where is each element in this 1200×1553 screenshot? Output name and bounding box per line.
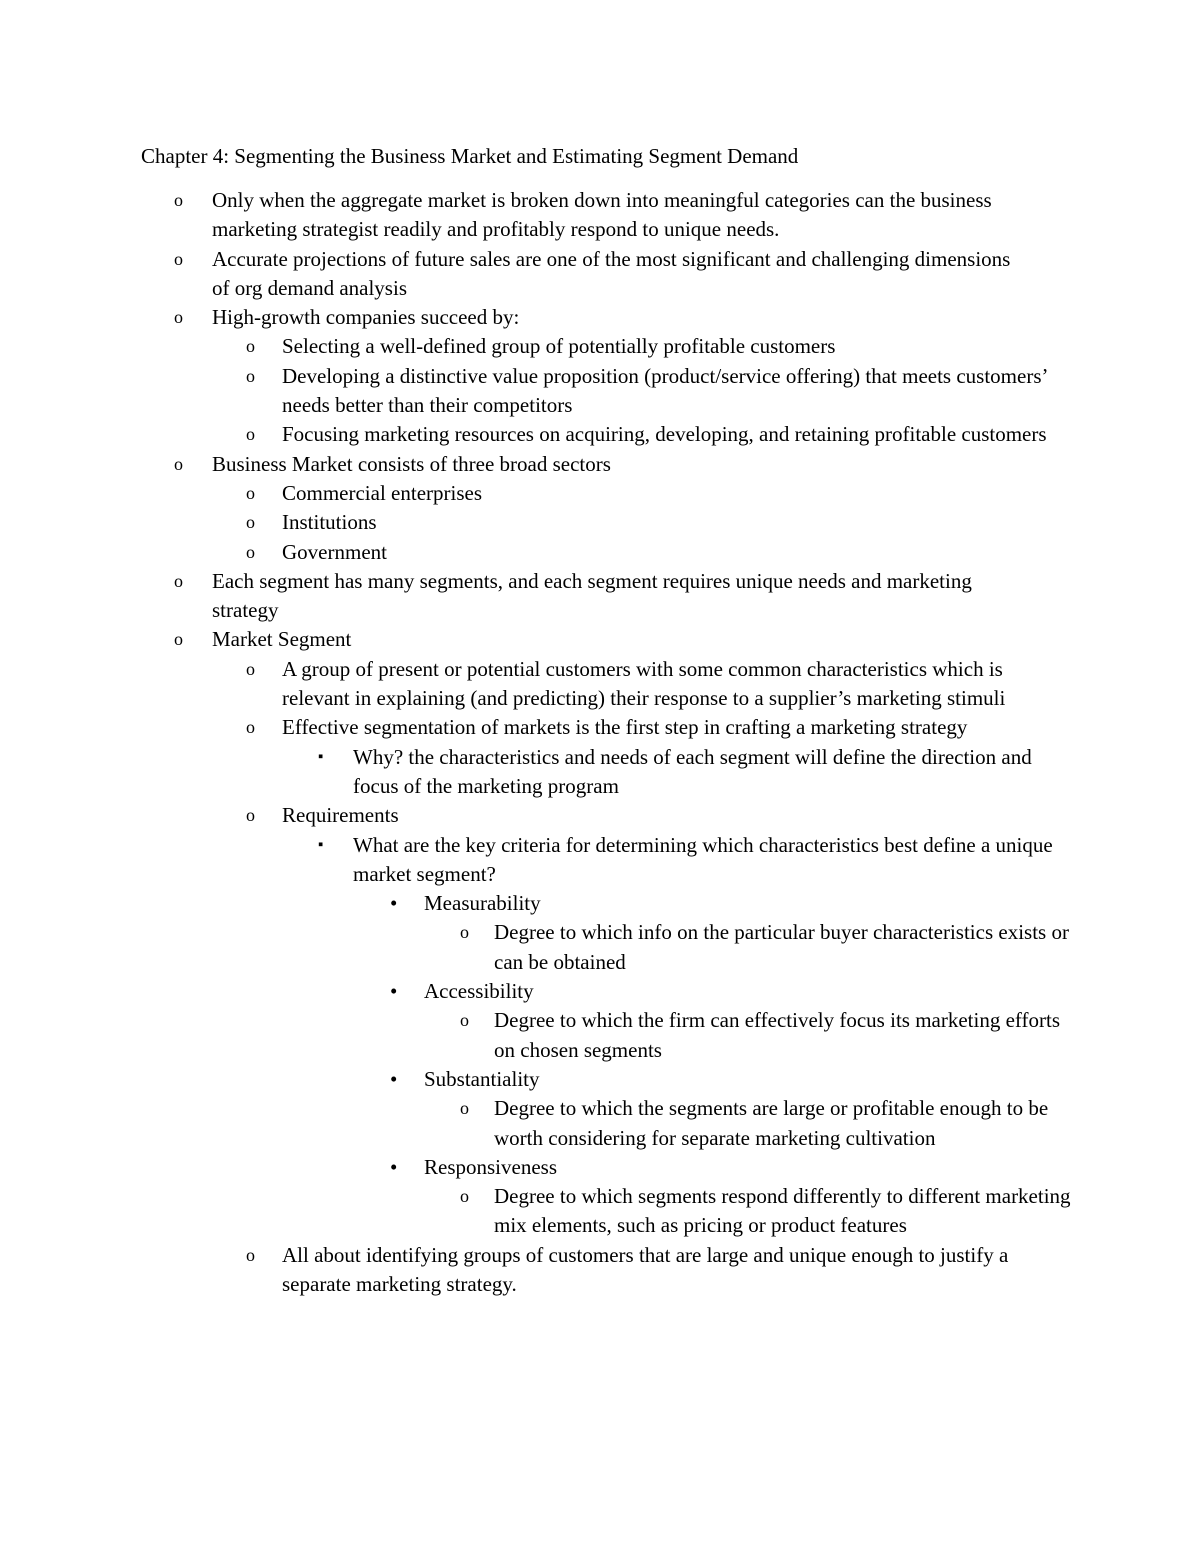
outline-item-text: Business Market consists of three broad sectors xyxy=(212,451,611,476)
outline-item xyxy=(0,743,1073,802)
circle-bullet-icon: o xyxy=(460,1010,469,1031)
outline-item xyxy=(0,362,1072,421)
outline-item xyxy=(0,508,1072,537)
outline-item xyxy=(0,332,1072,361)
outline-item xyxy=(0,1006,1074,1065)
circle-bullet-icon: o xyxy=(174,190,183,210)
outline-item xyxy=(0,538,1072,567)
circle-bullet-icon: o xyxy=(246,336,255,357)
outline-item-text: Market Segment xyxy=(212,627,352,652)
bullet-icon: • xyxy=(390,979,398,1004)
circle-bullet-icon: o xyxy=(246,1244,255,1265)
outline-item-text: Degree to which segments respond differently to different marketing mix elements, such as pricing or product features xyxy=(494,1184,1071,1238)
outline-item-text: A group of present or potential customers with some common characteristics which is relevant in explaining (and predicting) their response to a supplier’s marketing stimuli xyxy=(282,656,1006,711)
outline-item-text: Focusing marketing resources on acquiring, developing, and retaining profitable customers xyxy=(282,422,1047,447)
outline-item-text: Institutions xyxy=(282,510,377,535)
outline-item xyxy=(0,303,1012,332)
outline-item-text: Degree to which info on the particular buyer characteristics exists or can be obtained xyxy=(494,920,1069,974)
outline-item-text: Responsiveness xyxy=(424,1154,557,1179)
outline-item-text: Degree to which the firm can effectively focus its marketing efforts on chosen segments xyxy=(494,1008,1061,1062)
outline-item xyxy=(0,420,1072,449)
outline-item-text: Accessibility xyxy=(424,979,534,1004)
outline-item-text: What are the key criteria for determining which characteristics best define a unique market segment? xyxy=(353,832,1053,886)
circle-bullet-icon: o xyxy=(460,1098,469,1119)
outline-item-text: Selecting a well-defined group of potentially profitable customers xyxy=(282,334,836,359)
outline-item xyxy=(0,479,1072,508)
outline-item xyxy=(0,625,1012,654)
outline-item-text: Measurability xyxy=(424,891,541,916)
outline-item-text: All about identifying groups of customers that are large and unique enough to justify a separate marketing strategy. xyxy=(282,1242,1009,1296)
circle-bullet-icon: o xyxy=(246,541,255,562)
outline-item-text: Commercial enterprises xyxy=(282,480,483,505)
circle-bullet-icon: o xyxy=(460,1186,469,1207)
outline-item xyxy=(0,1153,1074,1182)
outline-item-text: Requirements xyxy=(282,803,399,828)
outline-item-text: Developing a distinctive value proposition (product/service offering) that meets customers’ needs better than their competitors xyxy=(282,363,1047,418)
square-bullet-icon: ▪ xyxy=(318,748,324,765)
outline-item xyxy=(0,801,1072,830)
outline-list xyxy=(0,186,1200,1299)
outline-item-text: High-growth companies succeed by: xyxy=(212,305,520,330)
outline-item xyxy=(0,889,1074,918)
outline-item xyxy=(0,245,1012,304)
circle-bullet-icon: o xyxy=(174,307,183,328)
circle-bullet-icon: o xyxy=(174,248,183,269)
outline-item-text: Only when the aggregate market is broken down into meaningful categories can the business marketing strategist readily and profitably respond to unique needs. xyxy=(212,188,992,242)
outline-item xyxy=(0,567,1012,626)
outline-item xyxy=(0,1094,1074,1153)
outline-item-text: Degree to which the segments are large or profitable enough to be worth considering for separate marketing cultivation xyxy=(494,1096,1049,1150)
outline-item xyxy=(0,1065,1074,1094)
circle-bullet-icon: o xyxy=(246,658,255,679)
outline-item-text: Why? the characteristics and needs of each segment will define the direction and focus of the marketing program xyxy=(353,744,1032,798)
bullet-icon: • xyxy=(390,1154,398,1179)
circle-bullet-icon: o xyxy=(246,365,255,386)
outline-item xyxy=(0,713,1072,742)
circle-bullet-icon: o xyxy=(246,424,255,445)
outline-item xyxy=(0,1241,1072,1300)
outline-item-text: Government xyxy=(282,539,387,564)
outline-item xyxy=(0,831,1073,890)
outline-item-text: Effective segmentation of markets is the first step in crafting a marketing strategy xyxy=(282,715,968,740)
circle-bullet-icon: o xyxy=(246,482,255,503)
bullet-icon: • xyxy=(390,891,398,916)
bullet-icon: • xyxy=(390,1066,398,1091)
outline-item-text: Each segment has many segments, and each segment requires unique needs and marketing strategy xyxy=(212,568,972,623)
outline-item xyxy=(0,450,1012,479)
circle-bullet-icon: o xyxy=(174,629,183,650)
outline-item xyxy=(0,1182,1074,1241)
outline-item-text: Accurate projections of future sales are one of the most significant and challenging dimensions of org demand analysis xyxy=(212,246,1011,300)
square-bullet-icon: ▪ xyxy=(318,836,324,853)
circle-bullet-icon: o xyxy=(246,717,255,738)
outline-item-text: Substantiality xyxy=(424,1066,540,1091)
page-title: Chapter 4: Segmenting the Business Market and Estimating Segment Demand xyxy=(141,144,799,168)
circle-bullet-icon: o xyxy=(246,805,255,826)
outline-item xyxy=(0,655,1072,714)
circle-bullet-icon: o xyxy=(460,922,469,943)
circle-bullet-icon: o xyxy=(174,453,183,474)
circle-bullet-icon: o xyxy=(246,512,255,533)
outline-item xyxy=(0,977,1074,1006)
outline-item xyxy=(0,186,1012,245)
outline-item xyxy=(0,918,1074,977)
circle-bullet-icon: o xyxy=(174,570,183,591)
